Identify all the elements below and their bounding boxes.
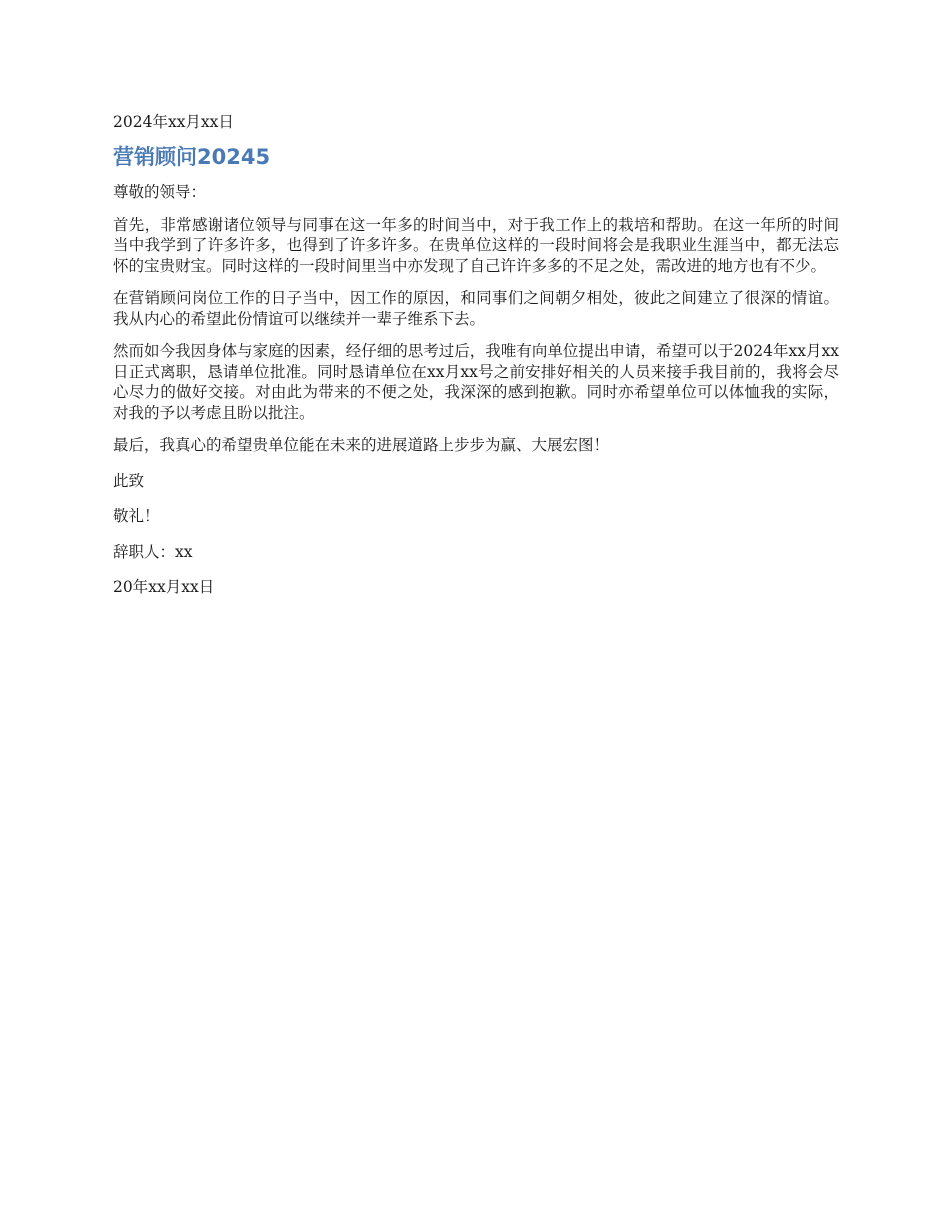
salutation: 尊敬的领导： <box>113 183 207 201</box>
document-title: 营销顾问20245 <box>113 145 271 169</box>
closing-line: 此致 <box>113 471 145 490</box>
signer-line: 辞职人：xx <box>113 542 193 561</box>
footer-date: 20年xx月xx日 <box>113 578 215 596</box>
body-paragraph: 首先，非常感谢诸位领导与同事在这一年多的时间当中，对于我工作上的栽培和帮助。在这一年所的时间当中我学到了许多许多，也得到了许多许多。在贵单位这样的一段时间将会是我职业生涯当中，都无法忘怀的宝贵财宝。同时这样的一段时间里当中亦发现了自己许许多多的不足之处，需改进的地方也有不少。 <box>113 215 839 275</box>
body-paragraph: 然而如今我因身体与家庭的因素，经仔细的思考过后，我唯有向单位提出申请，希望可以于2024年xx月xx日正式离职，恳请单位批准。同时恳请单位在xx月xx号之前安排好相关的人员来接手我目前的，我将会尽心尽力的做好交接。对由此为带来的不便之处，我深深的感到抱歉。同时亦希望单位可以体恤我的实际，对我的予以考虑且盼以批注。 <box>113 342 839 422</box>
closing-greeting: 敬礼！ <box>113 507 160 525</box>
letter-document <box>113 112 839 598</box>
body-paragraph: 在营销顾问岗位工作的日子当中，因工作的原因，和同事们之间朝夕相处，彼此之间建立了很深的情谊。我从内心的希望此份情谊可以继续并一辈子维系下去。 <box>113 289 839 328</box>
body-paragraph: 最后，我真心的希望贵单位能在未来的进展道路上步步为赢、大展宏图！ <box>113 436 610 454</box>
header-date: 2024年xx月xx日 <box>113 113 234 131</box>
